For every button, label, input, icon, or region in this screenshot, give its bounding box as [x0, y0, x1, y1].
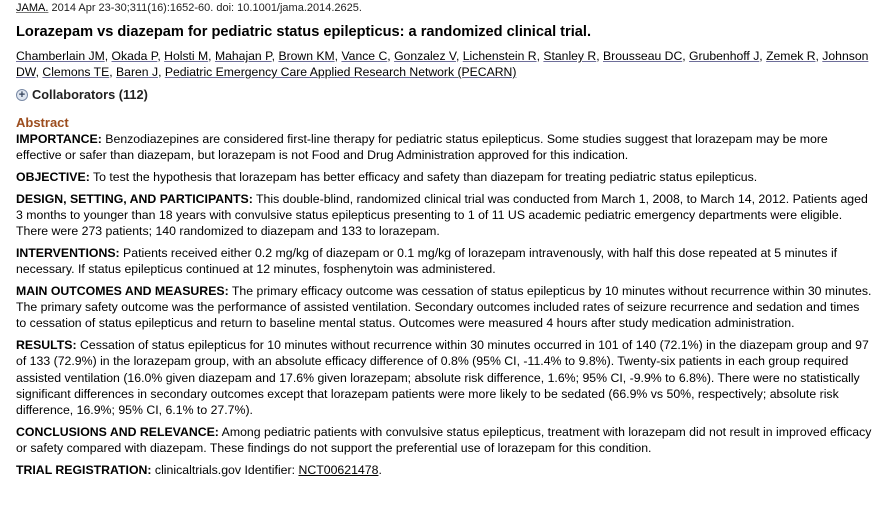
trial-registration — [16, 462, 873, 478]
author-separator: , — [157, 49, 165, 63]
trial-identifier-link[interactable]: NCT00621478 — [298, 462, 379, 477]
author-link[interactable]: Johnson DW — [16, 49, 869, 79]
section-label: IMPORTANCE: — [16, 132, 102, 146]
abstract-page — [0, 1, 889, 478]
abstract-section — [16, 424, 873, 456]
section-text: The primary efficacy outcome was cessation of status epilepticus by 10 minutes without recurrence within 30 minutes. The primary safety outcome was the performance of assisted ventilation. Secondary outcomes included rates of seizure recurrence and sedation and times to cessation of status epilepticus and return to baseline mental status. Outcomes were measured 4 hours after study medication administration. — [16, 284, 872, 331]
citation-line — [16, 1, 873, 16]
author-separator: , — [109, 65, 117, 79]
section-text: Benzodiazepines are considered first-line therapy for pediatric status epilepticus. Some studies suggest that lorazepam may be more effective or safer than diazepam, but lorazepam is not Food and Drug Administration approved for this indication. — [16, 132, 828, 163]
author-link[interactable]: Grubenhoff J — [689, 49, 760, 63]
author-link[interactable]: Mahajan P — [214, 49, 272, 63]
author-separator: , — [104, 49, 112, 63]
trial-registration-label: TRIAL REGISTRATION: — [16, 462, 152, 477]
author-link[interactable]: Brown KM — [278, 49, 335, 63]
author-list — [16, 48, 873, 80]
section-text: Among pediatric patients with convulsive status epilepticus, treatment with lorazepam did not result in improved efficacy or safety compared with diazepam. These findings do not support the preferential use of lorazepam for this condition. — [16, 424, 872, 456]
journal-link[interactable]: JAMA. — [16, 2, 49, 14]
author-separator: , — [271, 49, 279, 63]
author-separator: , — [682, 49, 690, 63]
author-link[interactable]: Zemek R — [766, 49, 816, 63]
abstract-section — [16, 245, 873, 277]
author-separator: , — [536, 49, 544, 63]
trial-registration-suffix: . — [378, 462, 382, 477]
author-separator: , — [35, 65, 43, 79]
expand-plus-icon[interactable]: + — [16, 89, 28, 101]
abstract-section — [16, 169, 873, 185]
author-link[interactable]: Baren J — [116, 65, 159, 79]
author-link[interactable]: Chamberlain JM — [16, 49, 105, 63]
author-link[interactable]: Okada P — [111, 49, 158, 63]
author-link[interactable]: Holsti M — [164, 49, 209, 63]
section-text: Patients received either 0.2 mg/kg of diazepam or 0.1 mg/kg of lorazepam intravenously, with half this dose repeated at 5 minutes if necessary. If status epilepticus continued at 12 minutes, fosphenytoin was administered. — [16, 246, 838, 277]
author-separator: , — [596, 49, 603, 63]
section-text: To test the hypothesis that lorazepam has better efficacy and safety than diazepam for treating pediatric status epilepticus. — [89, 170, 758, 184]
section-label: OBJECTIVE: — [16, 170, 90, 184]
abstract-heading: Abstract — [16, 115, 69, 130]
abstract-sections — [16, 131, 873, 456]
author-link[interactable]: Clemons TE — [42, 65, 110, 79]
author-link[interactable]: Pediatric Emergency Care Applied Research Network (PECARN) — [164, 65, 517, 79]
author-link[interactable]: Brousseau DC — [603, 49, 683, 63]
abstract-section — [16, 131, 873, 163]
author-separator: , — [759, 49, 767, 63]
author-link[interactable]: Gonzalez V — [394, 49, 456, 63]
author-separator: , — [387, 49, 395, 63]
author-separator: , — [158, 65, 165, 79]
abstract-section — [16, 337, 873, 418]
author-link[interactable]: Lichenstein R — [462, 49, 537, 63]
section-label: DESIGN, SETTING, AND PARTICIPANTS: — [16, 191, 253, 206]
section-text: Cessation of status epilepticus for 10 minutes without recurrence within 30 minutes occurred in 101 of 140 (72.1%) in the diazepam group and 97 of 133 (72.9%) in the lorazepam group, with an absolute efficacy difference of 0.8% (95% CI, -11.4% to 9.8%). Twenty-six patients in each group required assisted ventilation (16.0% given diazepam and 17.6% given lorazepam; absolute risk difference, 1.6%; 95% CI, -9.9% to 6.8%). There were no statistically significant differences in secondary outcomes except that lorazepam patients were more likely to be sedated (66.9% vs 50%, respectively; absolute risk difference, 16.9%; 95% CI, 6.1% to 27.7%). — [16, 338, 869, 418]
collaborators-toggle[interactable] — [16, 86, 873, 104]
section-label: CONCLUSIONS AND RELEVANCE: — [16, 424, 219, 439]
author-separator: , — [334, 49, 342, 63]
section-label: RESULTS: — [16, 338, 77, 353]
author-separator: , — [208, 49, 215, 63]
collaborators-label[interactable]: Collaborators (112) — [32, 87, 148, 102]
article-title: Lorazepam vs diazepam for pediatric status epilepticus: a randomized clinical trial. — [16, 24, 591, 40]
citation-details: 2014 Apr 23-30;311(16):1652-60. doi: 10.1001/jama.2014.2625. — [48, 2, 362, 14]
abstract-section — [16, 191, 873, 240]
author-link[interactable]: Vance C — [341, 49, 388, 63]
author-separator: , — [455, 49, 463, 63]
abstract-section — [16, 283, 873, 332]
section-label: MAIN OUTCOMES AND MEASURES: — [16, 284, 229, 298]
trial-registration-text: clinicaltrials.gov Identifier: — [151, 462, 299, 477]
author-link[interactable]: Stanley R — [543, 49, 597, 63]
section-text: This double-blind, randomized clinical trial was conducted from March 1, 2008, to March 14, 2012. Patients aged 3 months to younger than 18 years with convulsive status epilepticus presenting to 1 of 11 US academic pediatric emergency departments were eligible. There were 273 patients; 140 randomized to diazepam and 133 to lorazepam. — [16, 191, 868, 239]
section-label: INTERVENTIONS: — [16, 246, 120, 260]
author-separator: , — [815, 49, 823, 63]
